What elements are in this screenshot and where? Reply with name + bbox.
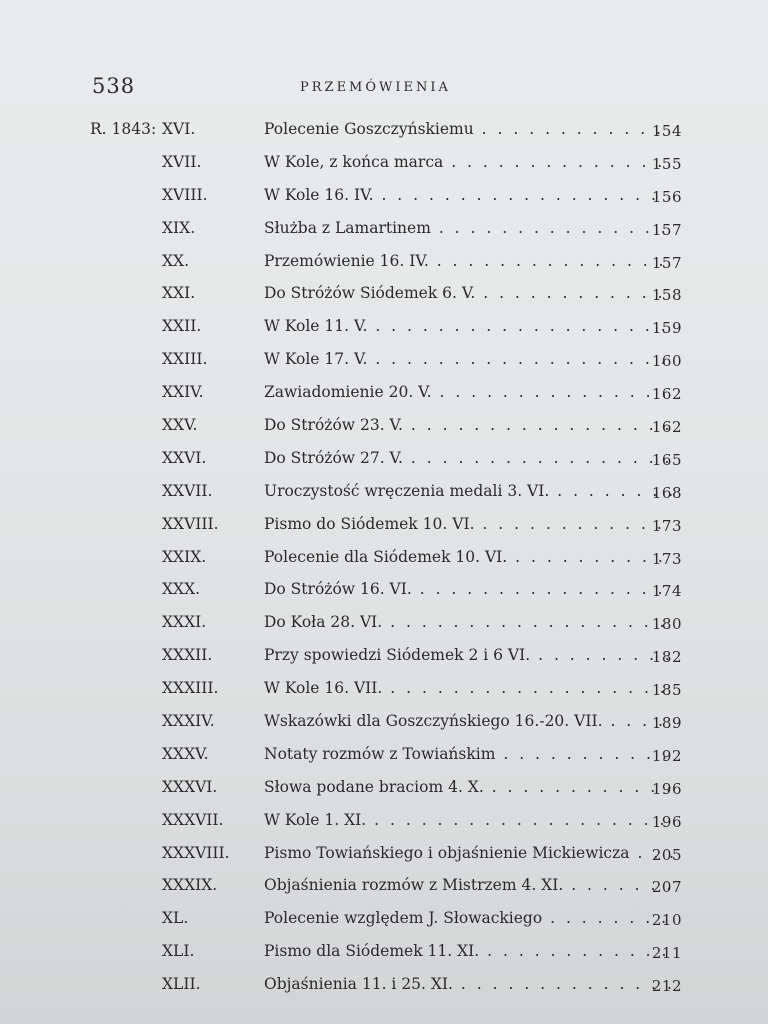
toc-entry-numeral: XXXII. bbox=[162, 646, 213, 665]
toc-entry bbox=[0, 410, 768, 443]
toc-entry-page-number: 162 bbox=[651, 385, 682, 404]
toc-entry-title: Słowa podane braciom 4. X. . . . bbox=[264, 778, 674, 796]
toc-entry-page-number: 157 bbox=[651, 220, 682, 239]
toc-entry-page-number: 210 bbox=[651, 911, 682, 930]
toc-entry-title: Pismo Towiańskiego i objaśnienie Mickiewicza . . . bbox=[264, 844, 674, 862]
toc-entry-title: Przemówienie 16. IV. . . . bbox=[264, 252, 674, 270]
toc-entry-page-number: 156 bbox=[651, 187, 682, 206]
toc-entry-title: W Kole 16. VII. . . . bbox=[264, 679, 674, 697]
toc-entry-page-number: 160 bbox=[651, 352, 682, 371]
toc-entry-numeral: XLI. bbox=[162, 942, 195, 961]
toc-entry-numeral: XXX. bbox=[162, 580, 201, 599]
toc-entry-page-number: 211 bbox=[651, 944, 682, 963]
toc-entry bbox=[0, 706, 768, 739]
toc-entry-title: Wskazówki dla Goszczyńskiego 16.-20. VII. . . . bbox=[264, 712, 674, 730]
toc-entry-title: W Kole 1. XI. . . . bbox=[264, 811, 674, 829]
toc-entry bbox=[0, 772, 768, 805]
toc-entry-numeral: XXVI. bbox=[162, 448, 207, 467]
toc-entry bbox=[0, 640, 768, 673]
toc-entry-numeral: XXXIV. bbox=[162, 712, 215, 731]
toc-entry-title: Do Stróżów Siódemek 6. V. . . . bbox=[264, 284, 674, 302]
toc-entry-numeral: XVIII. bbox=[162, 185, 208, 204]
toc-entry-page-number: 196 bbox=[651, 812, 682, 831]
toc-entry-numeral: XXII. bbox=[162, 317, 202, 336]
toc-entry bbox=[0, 147, 768, 180]
toc-entry-title: Służba z Lamartinem . . . bbox=[264, 219, 674, 237]
toc-entry-page-number: 182 bbox=[651, 648, 682, 667]
toc-entry-page-number: 189 bbox=[651, 714, 682, 733]
toc-entry-numeral: XXIII. bbox=[162, 350, 208, 369]
toc-year-label: R. 1843: bbox=[90, 120, 157, 138]
toc-entry bbox=[0, 377, 768, 410]
toc-entry-numeral: XXIV. bbox=[162, 383, 204, 402]
toc-entry-title: Pismo do Siódemek 10. VI. . . . bbox=[264, 515, 674, 533]
toc-entry-page-number: 158 bbox=[651, 286, 682, 305]
toc-entry-page-number: 180 bbox=[651, 615, 682, 634]
toc-entry-title: Objaśnienia 11. i 25. XI. . . . bbox=[264, 975, 674, 993]
toc-entry-page-number: 185 bbox=[651, 681, 682, 700]
toc-entry-title: Do Stróżów 23. V. . . . bbox=[264, 416, 674, 434]
toc-entry-title: W Kole, z końca marca . . . bbox=[264, 153, 674, 171]
toc-entry bbox=[0, 838, 768, 871]
toc-entry-title: Przy spowiedzi Siódemek 2 i 6 VI. . . . bbox=[264, 646, 674, 664]
running-head: PRZEMÓWIENIA bbox=[300, 80, 451, 95]
toc-entry bbox=[0, 903, 768, 936]
toc-entry bbox=[0, 476, 768, 509]
toc-entry-numeral: XVI. bbox=[162, 120, 196, 138]
toc-entry-page-number: 155 bbox=[651, 154, 682, 173]
toc-entry bbox=[0, 607, 768, 640]
table-of-contents bbox=[0, 114, 768, 1002]
toc-entry-numeral: XIX. bbox=[162, 218, 196, 237]
toc-entry-page-number: 162 bbox=[651, 418, 682, 437]
toc-entry bbox=[0, 969, 768, 1002]
toc-entry-page-number: 196 bbox=[651, 779, 682, 798]
toc-entry bbox=[0, 509, 768, 542]
toc-entry-title: W Kole 11. V. . . . bbox=[264, 317, 674, 335]
toc-entry-title: Do Stróżów 27. V. . . . bbox=[264, 449, 674, 467]
toc-entry-numeral: XXVII. bbox=[162, 481, 213, 500]
toc-entry-numeral: XXIX. bbox=[162, 547, 207, 566]
toc-entry-page-number: 173 bbox=[651, 549, 682, 568]
toc-entry-numeral: XXXI. bbox=[162, 613, 207, 632]
toc-entry-numeral: XL. bbox=[162, 909, 189, 928]
toc-entry-numeral: XX. bbox=[162, 251, 189, 270]
toc-entry-page-number: 174 bbox=[651, 582, 682, 601]
toc-entry bbox=[0, 180, 768, 213]
toc-entry-title: Objaśnienia rozmów z Mistrzem 4. XI. . . . bbox=[264, 876, 674, 894]
toc-entry-page-number: 205 bbox=[651, 845, 682, 864]
toc-entry-title: Do Stróżów 16. VI. . . . bbox=[264, 580, 674, 598]
toc-entry-numeral: XXI. bbox=[162, 284, 196, 303]
toc-entry-page-number: 157 bbox=[651, 253, 682, 272]
toc-entry bbox=[0, 278, 768, 311]
toc-entry-numeral: XLII. bbox=[162, 975, 201, 994]
toc-entry bbox=[0, 870, 768, 903]
toc-entry-page-number: 212 bbox=[651, 977, 682, 996]
toc-entry bbox=[0, 936, 768, 969]
toc-entry-title: Polecenie dla Siódemek 10. VI. . . . bbox=[264, 548, 674, 566]
toc-entry bbox=[0, 246, 768, 279]
toc-entry-numeral: XXV. bbox=[162, 416, 198, 435]
toc-entry bbox=[0, 213, 768, 246]
toc-entry-numeral: XXXIX. bbox=[162, 876, 218, 895]
toc-entry-numeral: XXXVII. bbox=[162, 810, 224, 829]
toc-entry bbox=[0, 739, 768, 772]
toc-entry-page-number: 173 bbox=[651, 516, 682, 535]
toc-entry-numeral: XXXVIII. bbox=[162, 843, 230, 862]
toc-entry bbox=[0, 344, 768, 377]
toc-entry-numeral: XXXIII. bbox=[162, 679, 219, 698]
toc-entry-title: Zawiadomienie 20. V. . . . bbox=[264, 383, 674, 401]
toc-entry-numeral: XVII. bbox=[162, 152, 202, 171]
page-number: 538 bbox=[92, 74, 136, 98]
toc-entry-title: Polecenie względem J. Słowackiego . . . bbox=[264, 909, 674, 927]
toc-entry bbox=[0, 805, 768, 838]
toc-entry-title: Uroczystość wręczenia medali 3. VI. . . . bbox=[264, 482, 674, 500]
toc-entry bbox=[0, 114, 768, 147]
toc-entry-numeral: XXXV. bbox=[162, 744, 209, 763]
toc-entry bbox=[0, 311, 768, 344]
toc-entry bbox=[0, 542, 768, 575]
toc-entry bbox=[0, 574, 768, 607]
toc-entry bbox=[0, 443, 768, 476]
toc-entry-title: Polecenie Goszczyńskiemu . . . bbox=[264, 120, 674, 138]
toc-entry-numeral: XXVIII. bbox=[162, 514, 219, 533]
toc-entry-title: Notaty rozmów z Towiańskim . . . bbox=[264, 745, 674, 763]
toc-entry-title: W Kole 17. V. . . . bbox=[264, 350, 674, 368]
toc-entry-title: Do Koła 28. VI. . . . bbox=[264, 613, 674, 631]
toc-entry-page-number: 165 bbox=[651, 450, 682, 469]
toc-entry-page-number: 192 bbox=[651, 746, 682, 765]
toc-entry-page-number: 207 bbox=[651, 878, 682, 897]
toc-entry bbox=[0, 673, 768, 706]
toc-entry-title: Pismo dla Siódemek 11. XI. . . . bbox=[264, 942, 674, 960]
toc-entry-title: W Kole 16. IV. . . . bbox=[264, 186, 674, 204]
toc-entry-page-number: 154 bbox=[651, 122, 682, 140]
toc-entry-page-number: 168 bbox=[651, 483, 682, 502]
toc-entry-page-number: 159 bbox=[651, 319, 682, 338]
toc-entry-numeral: XXXVI. bbox=[162, 777, 218, 796]
